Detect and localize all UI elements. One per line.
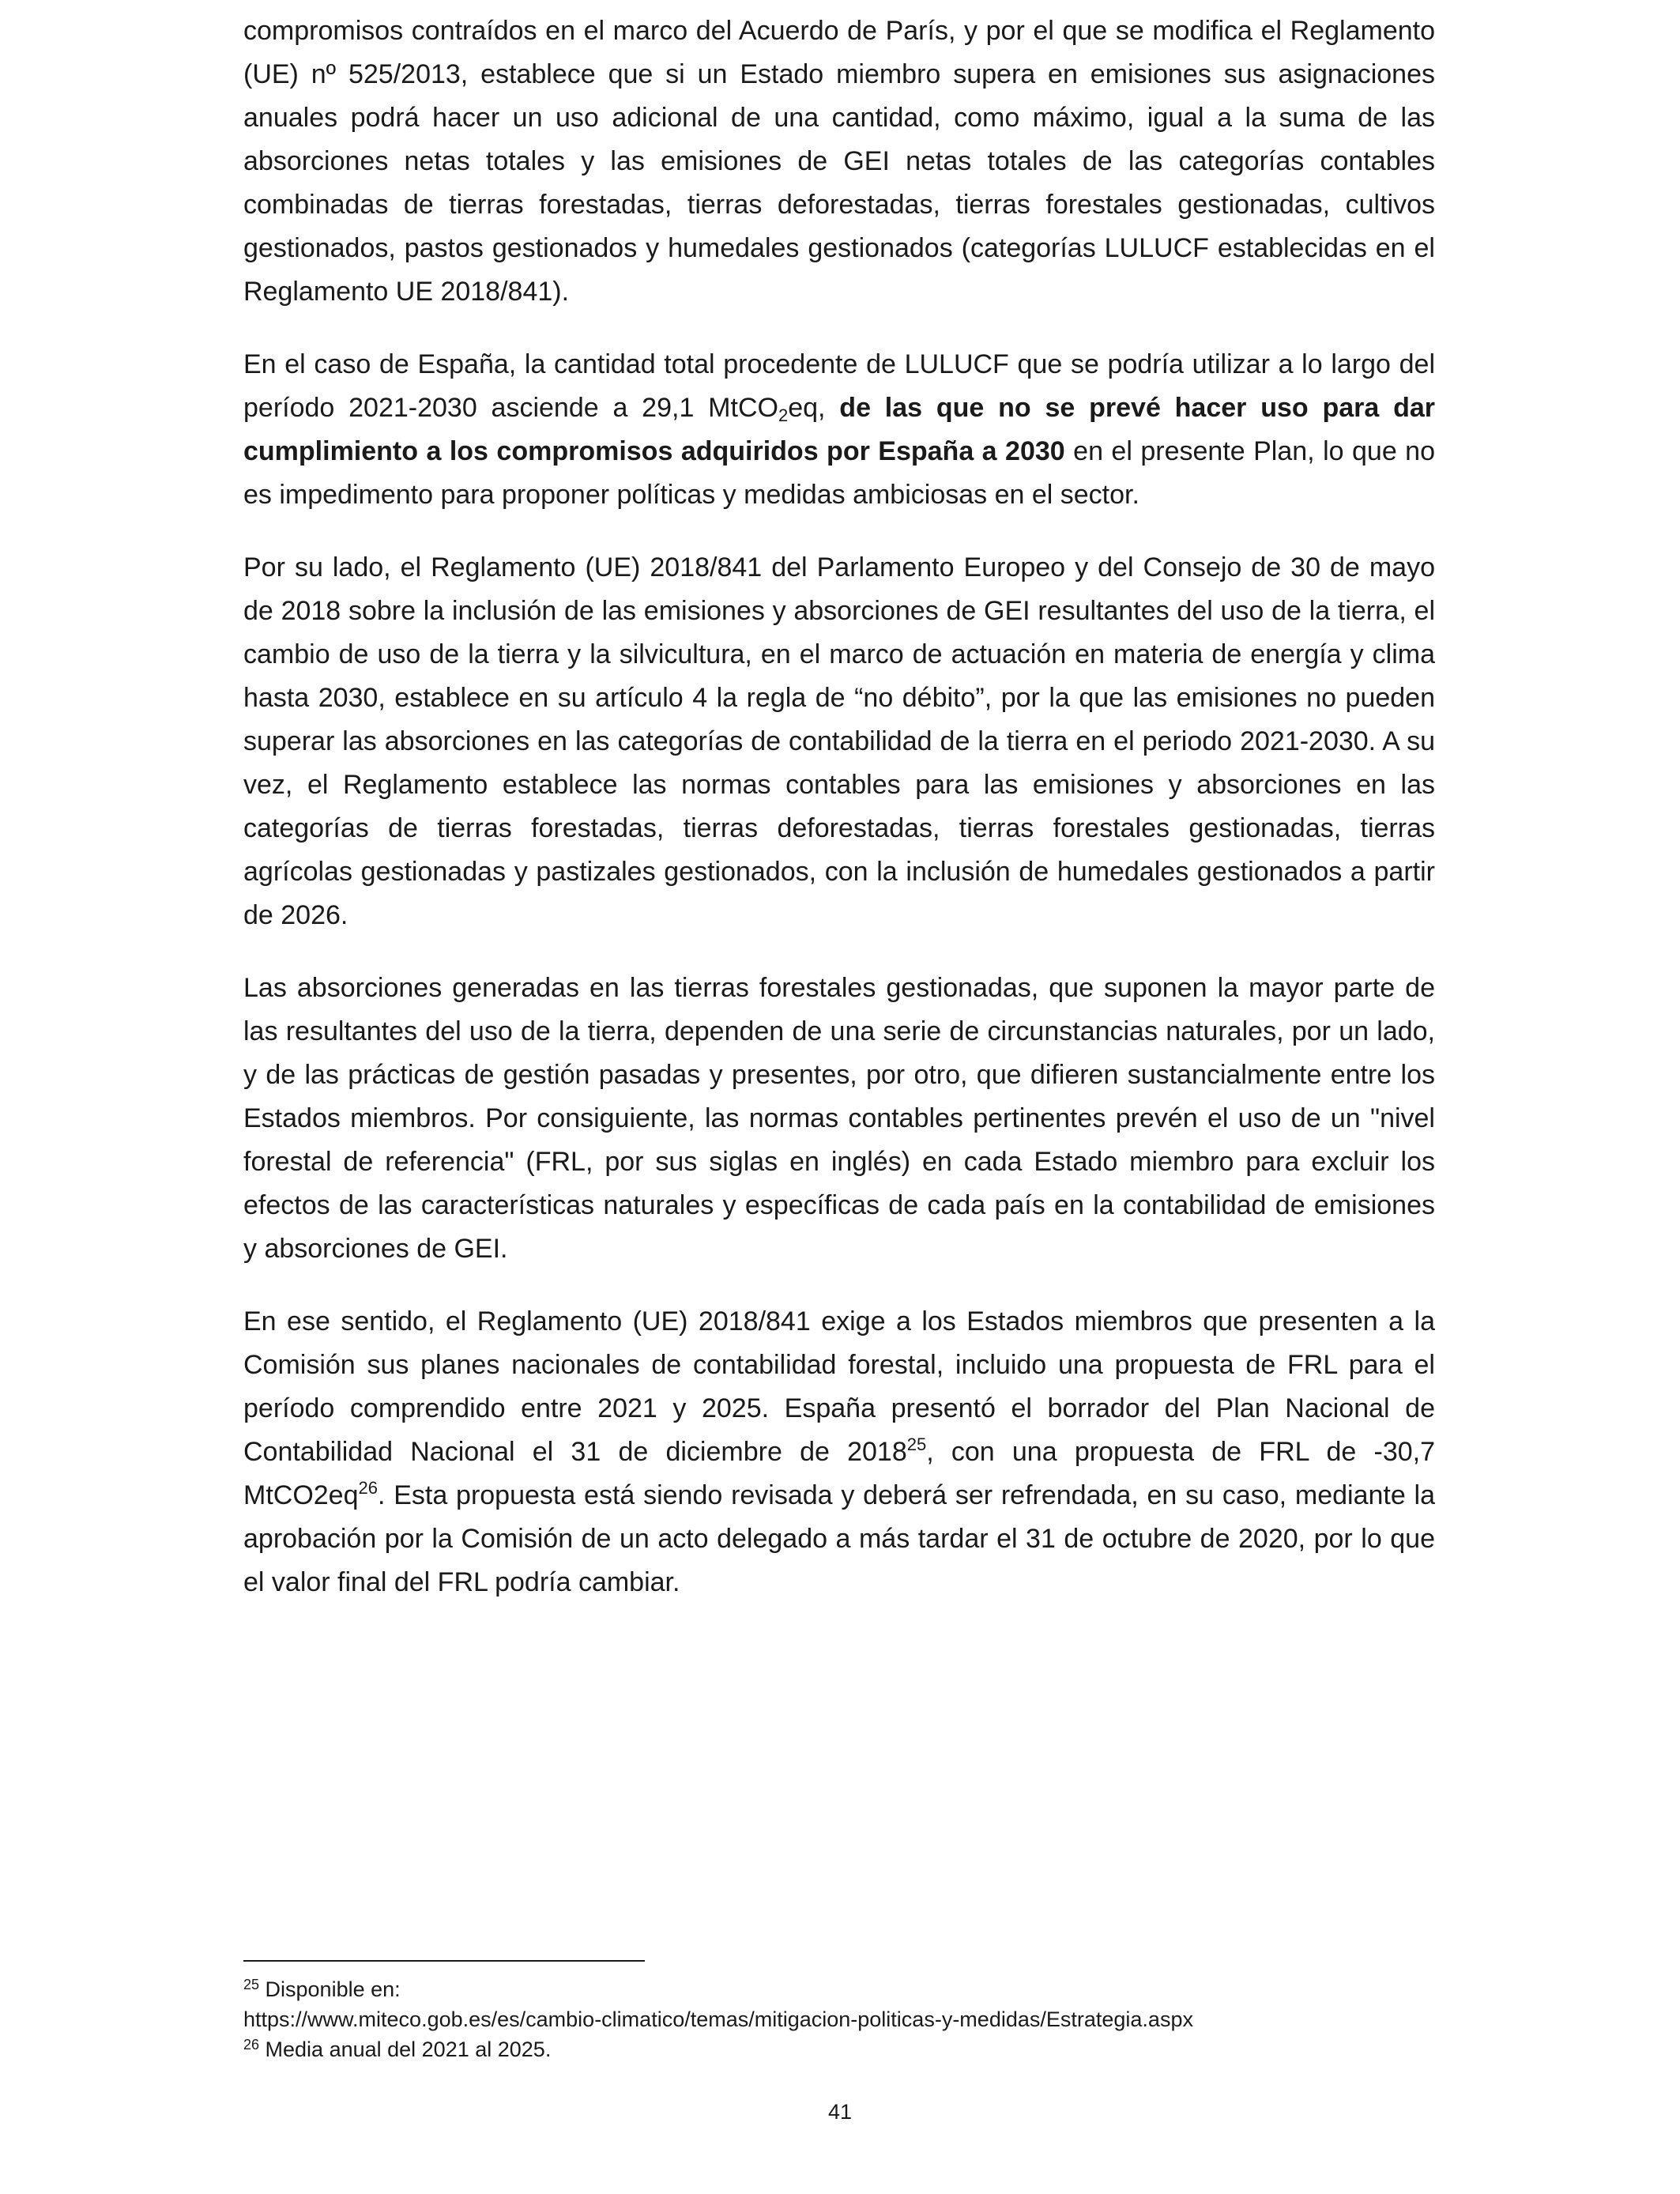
footnotes <box>243 1974 1508 2064</box>
paragraph-2-text-b: eq, <box>788 393 840 423</box>
paragraph-2-text-a: En el caso de España, la cantidad total procedente de LULUCF que se podría utilizar a lo largo del período 2021-2030 asciende a 29,1 MtCO <box>243 349 1435 423</box>
page-number: 41 <box>827 2100 853 2124</box>
footnote-25-text: Disponible en: <box>259 1977 401 2001</box>
footnote-26-number: 26 <box>243 2037 260 2053</box>
paragraph-2 <box>243 343 1435 517</box>
paragraph-3-text: Por su lado, el Reglamento (UE) 2018/841 del Parlamento Europeo y del Consejo de 30 de mayo de 2018 sobre la inclusión de las emisiones y absorciones de GEI resultantes del uso de la tierra, el cambio de uso de la tierra y la silvicultura, en el marco de actuación en materia de energía y clima hasta 2030, establece en su artículo 4 la regla de “no débito”, por la que las emisiones no pueden superar las absorciones en las categorías de contabilidad de la tierra en el periodo 2021-2030. A su vez, el Reglamento establece las normas contables para las emisiones y absorciones en las categorías de tierras forestadas, tierras deforestadas, tierras forestales gestionadas, tierras agrícolas gestionadas y pastizales gestionados, con la inclusión de humedales gestionados a partir de 2026. <box>243 552 1435 930</box>
paragraph-2-bold-statement: de las que no se prevé hacer uso para dar cumplimiento a los compromisos adquiridos por España a 2030 <box>243 393 1436 466</box>
body-text <box>243 9 1435 1634</box>
footnote-25 <box>243 1974 1508 2004</box>
paragraph-5-text-b: , con una propuesta de FRL de -30,7 MtCO2eq <box>243 1437 1435 1510</box>
paragraph-4-text: Las absorciones generadas en las tierras forestales gestionadas, que suponen la mayor parte de las resultantes del uso de la tierra, dependen de una serie de circunstancias naturales, por un lado, y de las prácticas de gestión pasadas y presentes, por otro, que difieren sustancialmente entre los Estados miembros. Por consiguiente, las normas contables pertinentes prevén el uso de un "nivel forestal de referencia" (FRL, por sus siglas en inglés) en cada Estado miembro para excluir los efectos de las características naturales y específicas de cada país en la contabilidad de emisiones y absorciones de GEI. <box>243 973 1435 1264</box>
paragraph-4 <box>243 967 1435 1271</box>
footnote-25-link[interactable]: https://www.miteco.gob.es/es/cambio-climatico/temas/mitigacion-politicas-y-medidas/Estrategia.aspx <box>243 2007 1193 2031</box>
footnote-ref-26[interactable]: 26 <box>358 1478 378 1498</box>
paragraph-2-text-c: en el presente Plan, lo que no es impedimento para proponer políticas y medidas ambiciosas en el sector. <box>243 436 1436 510</box>
footnote-divider <box>243 1960 645 1962</box>
paragraph-5-text-c: . Esta propuesta está siendo revisada y deberá ser refrendada, en su caso, mediante la aprobación por la Comisión de un acto delegado a más tardar el 31 de octubre de 2020, por lo que el valor final del FRL podría cambiar. <box>243 1480 1435 1597</box>
subscript-2: 2 <box>778 405 789 425</box>
paragraph-5 <box>243 1300 1435 1604</box>
paragraph-3 <box>243 546 1435 937</box>
paragraph-5-text-a: En ese sentido, el Reglamento (UE) 2018/841 exige a los Estados miembros que presenten a la Comisión sus planes nacionales de contabilidad forestal, incluido una propuesta de FRL para el período comprendido entre 2021 y 2025. España presentó el borrador del Plan Nacional de Contabilidad Nacional el 31 de diciembre de 2018 <box>243 1306 1435 1467</box>
footnote-26 <box>243 2034 1508 2064</box>
footnote-ref-25[interactable]: 25 <box>906 1434 927 1454</box>
footnote-26-text: Media anual del 2021 al 2025. <box>259 2038 552 2061</box>
paragraph-1 <box>243 9 1435 314</box>
footnote-25-number: 25 <box>243 1977 260 1992</box>
paragraph-1-text: compromisos contraídos en el marco del Acuerdo de París, y por el que se modifica el Reglamento (UE) nº 525/2013, establece que si un Estado miembro supera en emisiones sus asignaciones anuales podrá hacer un uso adicional de una cantidad, como máximo, igual a la suma de las absorciones netas totales y las emisiones de GEI netas totales de las categorías contables combinadas de tierras forestadas, tierras deforestadas, tierras forestales gestionadas, cultivos gestionados, pastos gestionados y humedales gestionados (categorías LULUCF establecidas en el Reglamento UE 2018/841). <box>243 16 1435 307</box>
